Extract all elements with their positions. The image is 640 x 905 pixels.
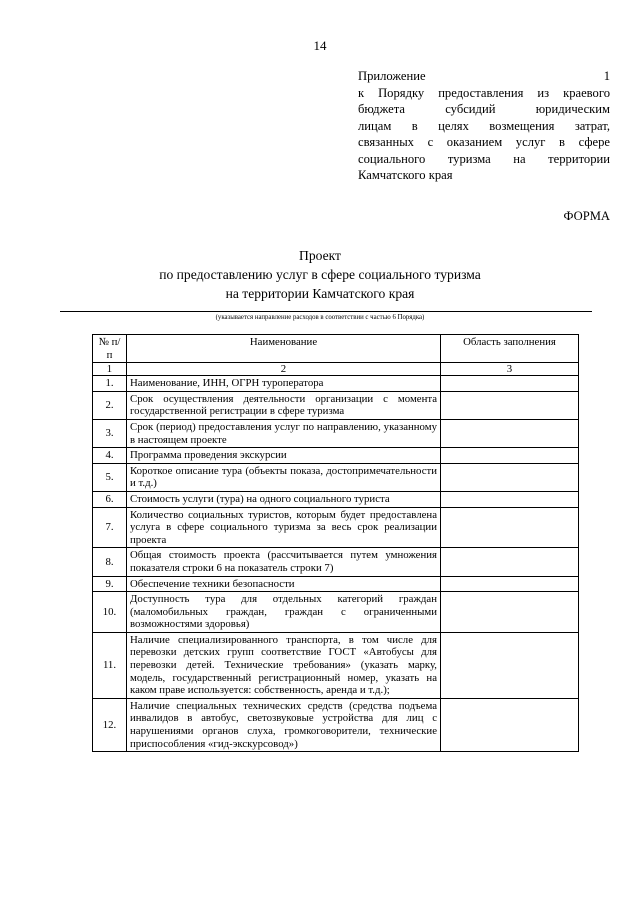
fill-area-cell[interactable] [441,491,579,507]
fill-area-cell[interactable] [441,698,579,751]
fill-area-cell[interactable] [441,592,579,633]
column-number: 2 [127,363,441,376]
appendix-line: лицам в целях возмещения затрат, [358,118,610,133]
table-row [93,376,579,392]
row-number: 10. [93,592,127,633]
row-number: 11. [93,632,127,698]
row-name: Короткое описание тура (объекты показа, достопримечательности и т.д.) [127,463,441,491]
project-title [0,246,640,303]
row-number: 8. [93,548,127,576]
row-number: 6. [93,491,127,507]
row-number: 5. [93,463,127,491]
fill-in-note: (указывается направление расходов в соответствии с частью 6 Порядка) [215,314,425,321]
row-name: Стоимость услуги (тура) на одного социального туриста [127,491,441,507]
table-row [93,463,579,491]
appendix-line: Камчатского края [358,168,453,182]
header-name: Наименование [127,335,441,363]
row-name: Обеспечение техники безопасности [127,576,441,592]
table-row [93,448,579,464]
project-title-line: Проект [299,248,341,263]
column-number-row [93,363,579,376]
table-row [93,592,579,633]
row-number: 2. [93,391,127,419]
row-number: 4. [93,448,127,464]
appendix-line: связанных с оказанием услуг в сфере [358,135,610,149]
fill-area-cell[interactable] [441,507,579,548]
table-row [93,698,579,751]
forma-label: ФОРМА [563,209,610,223]
appendix-line: к Порядку предоставления из краевого [358,85,610,100]
row-name: Наличие специализированного транспорта, в том числе для перевозки детских групп соответствие ГОСТ «Автобусы для перевозки детей. Технические требования» (указать марку, модель, государственный регистрационный номер, указать на каком праве используется: собственность, аренда и т.д.); [127,632,441,698]
fill-area-cell[interactable] [441,463,579,491]
page-number: 14 [313,38,327,53]
row-number: 1. [93,376,127,392]
column-number: 1 [93,363,127,376]
table-row [93,419,579,447]
header-num: № п/п [93,335,127,363]
appendix-line: Приложение 1 [358,69,610,83]
fill-area-cell[interactable] [441,376,579,392]
row-name: Количество социальных туристов, которым будет предоставлена услуга в сфере социального туризма за весь срок реализации проекта [127,507,441,548]
fill-area-cell[interactable] [441,391,579,419]
table-row [93,391,579,419]
appendix-line: социального туризма на территории [358,151,610,166]
project-title-line: на территории Камчатского края [225,286,415,301]
row-number: 3. [93,419,127,447]
header-area: Область заполнения [441,335,579,363]
fill-area-cell[interactable] [441,632,579,698]
fill-area-cell[interactable] [441,419,579,447]
column-number: 3 [441,363,579,376]
row-name: Срок осуществления деятельности организации с момента государственной регистрации в сфере туризма [127,391,441,419]
table-row [93,548,579,576]
project-form-table [92,334,579,752]
fill-area-cell[interactable] [441,548,579,576]
row-name: Доступность тура для отдельных категорий граждан (маломобильных граждан, граждан с ограниченными возможностями здоровья) [127,592,441,633]
fill-in-line [60,311,592,312]
row-number: 12. [93,698,127,751]
row-name: Наличие специальных технических средств (средства подъема инвалидов в автобус, светозвуковые устройства для лиц с нарушениями органов слуха, громкоговорители, технические приспособления «гид-экскурсовод») [127,698,441,751]
fill-area-cell[interactable] [441,448,579,464]
row-number: 9. [93,576,127,592]
row-name: Программа проведения экскурсии [127,448,441,464]
header-row [93,335,579,363]
appendix-line: бюджета субсидий юридическим [358,102,610,116]
table-row [93,507,579,548]
project-title-line: по предоставлению услуг в сфере социального туризма [159,267,481,282]
row-number: 7. [93,507,127,548]
table-row [93,576,579,592]
table-row [93,632,579,698]
table-row [93,491,579,507]
appendix-block [358,68,610,184]
row-name: Общая стоимость проекта (рассчитывается путем умножения показателя строки 6 на показатель строки 7) [127,548,441,576]
row-name: Срок (период) предоставления услуг по направлению, указанному в настоящем проекте [127,419,441,447]
fill-area-cell[interactable] [441,576,579,592]
row-name: Наименование, ИНН, ОГРН туроператора [127,376,441,392]
